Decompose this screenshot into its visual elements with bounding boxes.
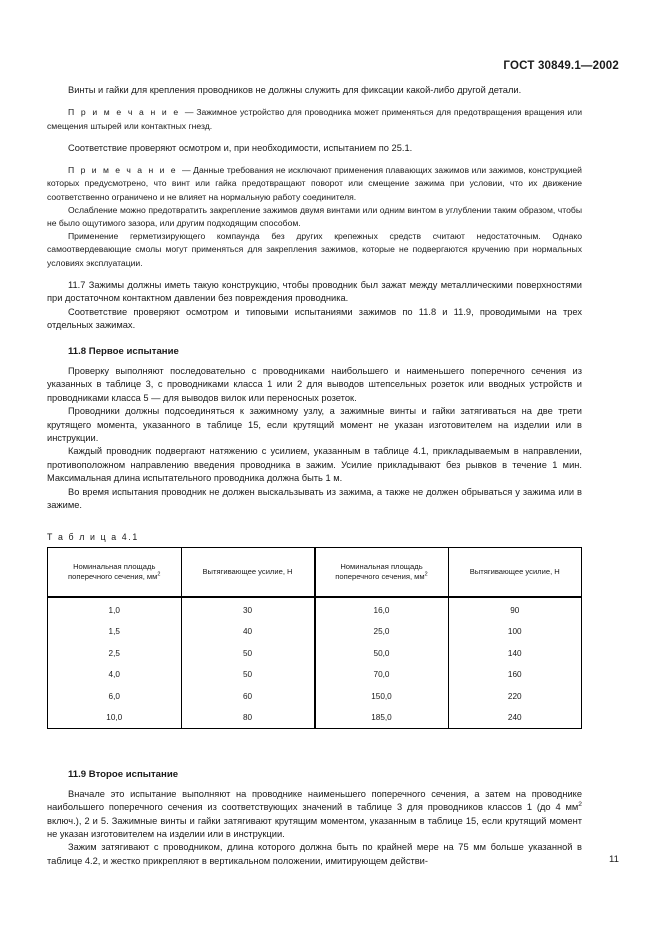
header-superscript: 2 [157, 571, 161, 578]
header-line-2 [68, 572, 160, 581]
spacer [47, 742, 582, 755]
cell-force-right: 100 [448, 621, 582, 643]
note-label: П р и м е ч а н и е [68, 107, 185, 118]
spacer [47, 512, 582, 525]
cell-force-left: 30 [181, 597, 315, 621]
spacer [47, 270, 582, 279]
column-header-area-right [315, 548, 449, 598]
cell-force-right: 140 [448, 642, 582, 664]
cell-force-right: 240 [448, 707, 582, 729]
note-text: — Зажимное устройство для проводника может применяться для предотвращения вращения или смещения штырей или контактных гнезд. [47, 107, 582, 131]
cell-area-right: 185,0 [315, 707, 449, 729]
column-header-area-left [48, 548, 182, 598]
paragraph-superscript: 2 [578, 801, 582, 809]
note-loosening-prevention: Ослабление можно предотвратить закрепление зажимов двумя винтами или одним винтом в углублении таким образом, чтобы не было ощутимого зазора, или другим подходящим способом. [47, 204, 582, 229]
spacer [47, 155, 582, 164]
table-row [48, 597, 582, 621]
spacer [47, 729, 582, 742]
paragraph-second-test [47, 788, 582, 842]
column-header-force-left: Вытягивающее усилие, Н [181, 548, 315, 598]
cell-force-left: 60 [181, 685, 315, 707]
cell-area-left: 10,0 [48, 707, 182, 729]
paragraph-clamp-tightening: Зажим затягивают с проводником, длина которого должна быть по крайней мере на 75 мм больше указанной в таблице 4.2, и жестко прикрепляют в вертикальном положении, имитирующем действи- [47, 842, 582, 866]
spacer [47, 332, 582, 345]
header-superscript: 2 [424, 571, 428, 578]
header-line-1: Номинальная площадь [340, 561, 423, 571]
cell-area-right: 70,0 [315, 664, 449, 686]
spacer [47, 97, 582, 106]
table-header [48, 548, 582, 598]
cell-force-left: 80 [181, 707, 315, 729]
cell-area-right: 50,0 [315, 642, 449, 664]
cell-area-right: 150,0 [315, 685, 449, 707]
cell-area-left: 4,0 [48, 664, 182, 686]
cell-area-left: 6,0 [48, 685, 182, 707]
table-row [48, 685, 582, 707]
header-line-2-text: поперечного сечения, мм [68, 572, 158, 582]
table-body [48, 597, 582, 729]
paragraph-conductor-connection: Проводники должны подсоединяться к зажимному узлу, а зажимные винты и гайки затягиваться на две трети крутящего момента, указанного в таблице 15, если крутящий момент не указан изготовителем на изделии или в инструкции. [47, 406, 582, 443]
page-number: 11 [609, 854, 619, 865]
note-label: П р и м е ч а н и е [68, 165, 182, 176]
table-row [48, 707, 582, 729]
page-header-title: ГОСТ 30849.1—2002 [503, 60, 619, 72]
note-floating-clamps [47, 164, 582, 204]
section-title-11-9: 11.9 Второе испытание [68, 769, 179, 781]
paragraph-second-test-part1: Вначале это испытание выполняют на проводнике наименьшего поперечного сечения, а затем на проводнике наибольшего поперечного сечения из соответствующих значений в таблице 3 для проводников классов 1 (до 4 мм [47, 788, 582, 813]
table-row [48, 642, 582, 664]
header-line-1: Номинальная площадь [73, 561, 156, 571]
spacer [47, 133, 582, 142]
cell-force-right: 90 [448, 597, 582, 621]
paragraph-compliance-25-1: Соответствие проверяют осмотром и, при необходимости, испытанием по 25.1. [68, 142, 413, 153]
document-body [47, 84, 582, 868]
cell-force-left: 50 [181, 664, 315, 686]
cell-area-left: 2,5 [48, 642, 182, 664]
table-header-row [48, 548, 582, 598]
paragraph-second-test-part2: включ.), 2 и 5. Зажимные винты и гайки затягивают крутящим моментом, указанным в таблице 15, если крутящий момент не указан изготовителем на изделии или в инструкции. [47, 815, 582, 839]
paragraph-screws-nuts: Винты и гайки для крепления проводников не должны служить для фиксации какой-либо другой детали. [68, 85, 522, 95]
header-line-2-text: поперечного сечения, мм [335, 572, 425, 582]
cell-force-right: 220 [448, 685, 582, 707]
note-text: — Данные требования не исключают применения плавающих зажимов или зажимов, конструкцией которых предусмотрено, что винт или гайка предотвращают поворот или смещение зажима при условии, что их движение соответственно ограничено и не влияет на нормальную работу соединителя. [47, 165, 582, 202]
table-row [48, 664, 582, 686]
cell-force-right: 160 [448, 664, 582, 686]
cell-area-left: 1,0 [48, 597, 182, 621]
table-row [48, 621, 582, 643]
section-title-11-8: 11.8 Первое испытание [68, 346, 179, 358]
paragraph-test-procedure: Проверку выполняют последовательно с проводниками наибольшего и наименьшего поперечного сечения из указанных в таблице 3, с проводниками класса 1 или 2 для выводов штепсельных розеток или вводных устройств и проводниками класса 5 — для выводов вилок или переносных розеток. [47, 365, 582, 403]
cell-force-left: 40 [181, 621, 315, 643]
paragraph-no-slip: Во время испытания проводник не должен выскальзывать из зажима, а также не должен обрываться у зажима или в зажиме. [47, 486, 582, 510]
paragraph-11-7: 11.7 Зажимы должны иметь такую конструкцию, чтобы проводник был зажат между металлическими поверхностями при достаточном контактном давлении без повреждения проводника. [47, 279, 582, 304]
header-line-2 [335, 572, 427, 581]
note-clamping-device [47, 106, 582, 132]
cell-area-right: 25,0 [315, 621, 449, 643]
paragraph-compliance-11-8-11-9: Соответствие проверяют осмотром и типовыми испытаниями зажимов по 11.8 и 11.9, проводимыми на трех отдельных зажимах. [47, 306, 582, 331]
column-header-force-right: Вытягивающее усилие, Н [448, 548, 582, 598]
table-caption-4-1: Т а б л и ц а 4.1 [47, 532, 139, 543]
cell-force-left: 50 [181, 642, 315, 664]
spacer [47, 755, 582, 768]
table-4-1 [47, 547, 582, 729]
note-sealing-compound: Применение герметизирующего компаунда без других крепежных средств считают недостаточным. Однако самоотвердевающие смолы могут применяться для закрепления зажимов, которые не подвергаются кручению при нормальных условиях эксплуатации. [47, 231, 582, 268]
cell-area-right: 16,0 [315, 597, 449, 621]
paragraph-tension-force: Каждый проводник подвергают натяжению с усилием, указанным в таблице 4.1, прикладываемым в направлении, противоположном направлению введения проводника в зажим. Усилие прикладывают без рывков в течение 1 мин. Максимальная длина испытательного проводника должна быть 1 м. [47, 446, 582, 484]
cell-area-left: 1,5 [48, 621, 182, 643]
